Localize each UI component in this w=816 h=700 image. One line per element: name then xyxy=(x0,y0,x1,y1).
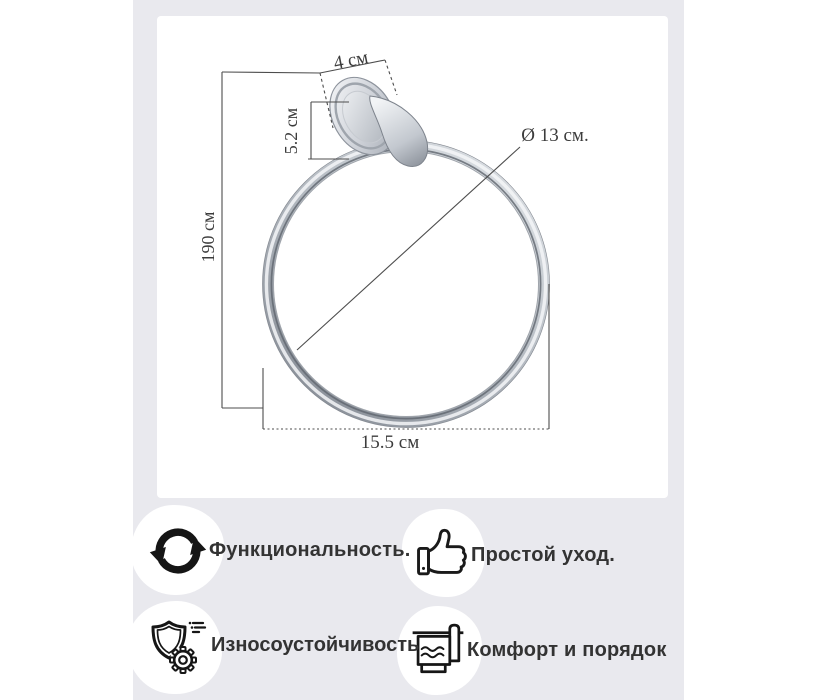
overall-width-label: 15.5 см xyxy=(360,432,420,453)
towel-ring xyxy=(263,141,549,427)
sync-arrows-icon xyxy=(148,521,208,581)
hanging-height-label: 190 см xyxy=(198,211,218,263)
base-width-label: 4 см xyxy=(331,46,370,75)
thumbs-up-icon xyxy=(414,524,472,582)
base-height-label: 5.2 см xyxy=(281,107,301,155)
product-photo-card xyxy=(157,16,668,498)
towel-ring-dimension-diagram xyxy=(157,16,668,498)
feature-label-comfort: Комфорт и порядок xyxy=(467,639,667,661)
feature-label-functionality: Функциональность. xyxy=(209,539,411,561)
ring-diameter-label: Ø 13 см. xyxy=(521,125,589,146)
feature-label-durability: Износоустойчивость xyxy=(211,634,420,656)
shield-gear-icon xyxy=(143,616,207,680)
feature-label-easy-care: Простой уход. xyxy=(471,544,616,566)
